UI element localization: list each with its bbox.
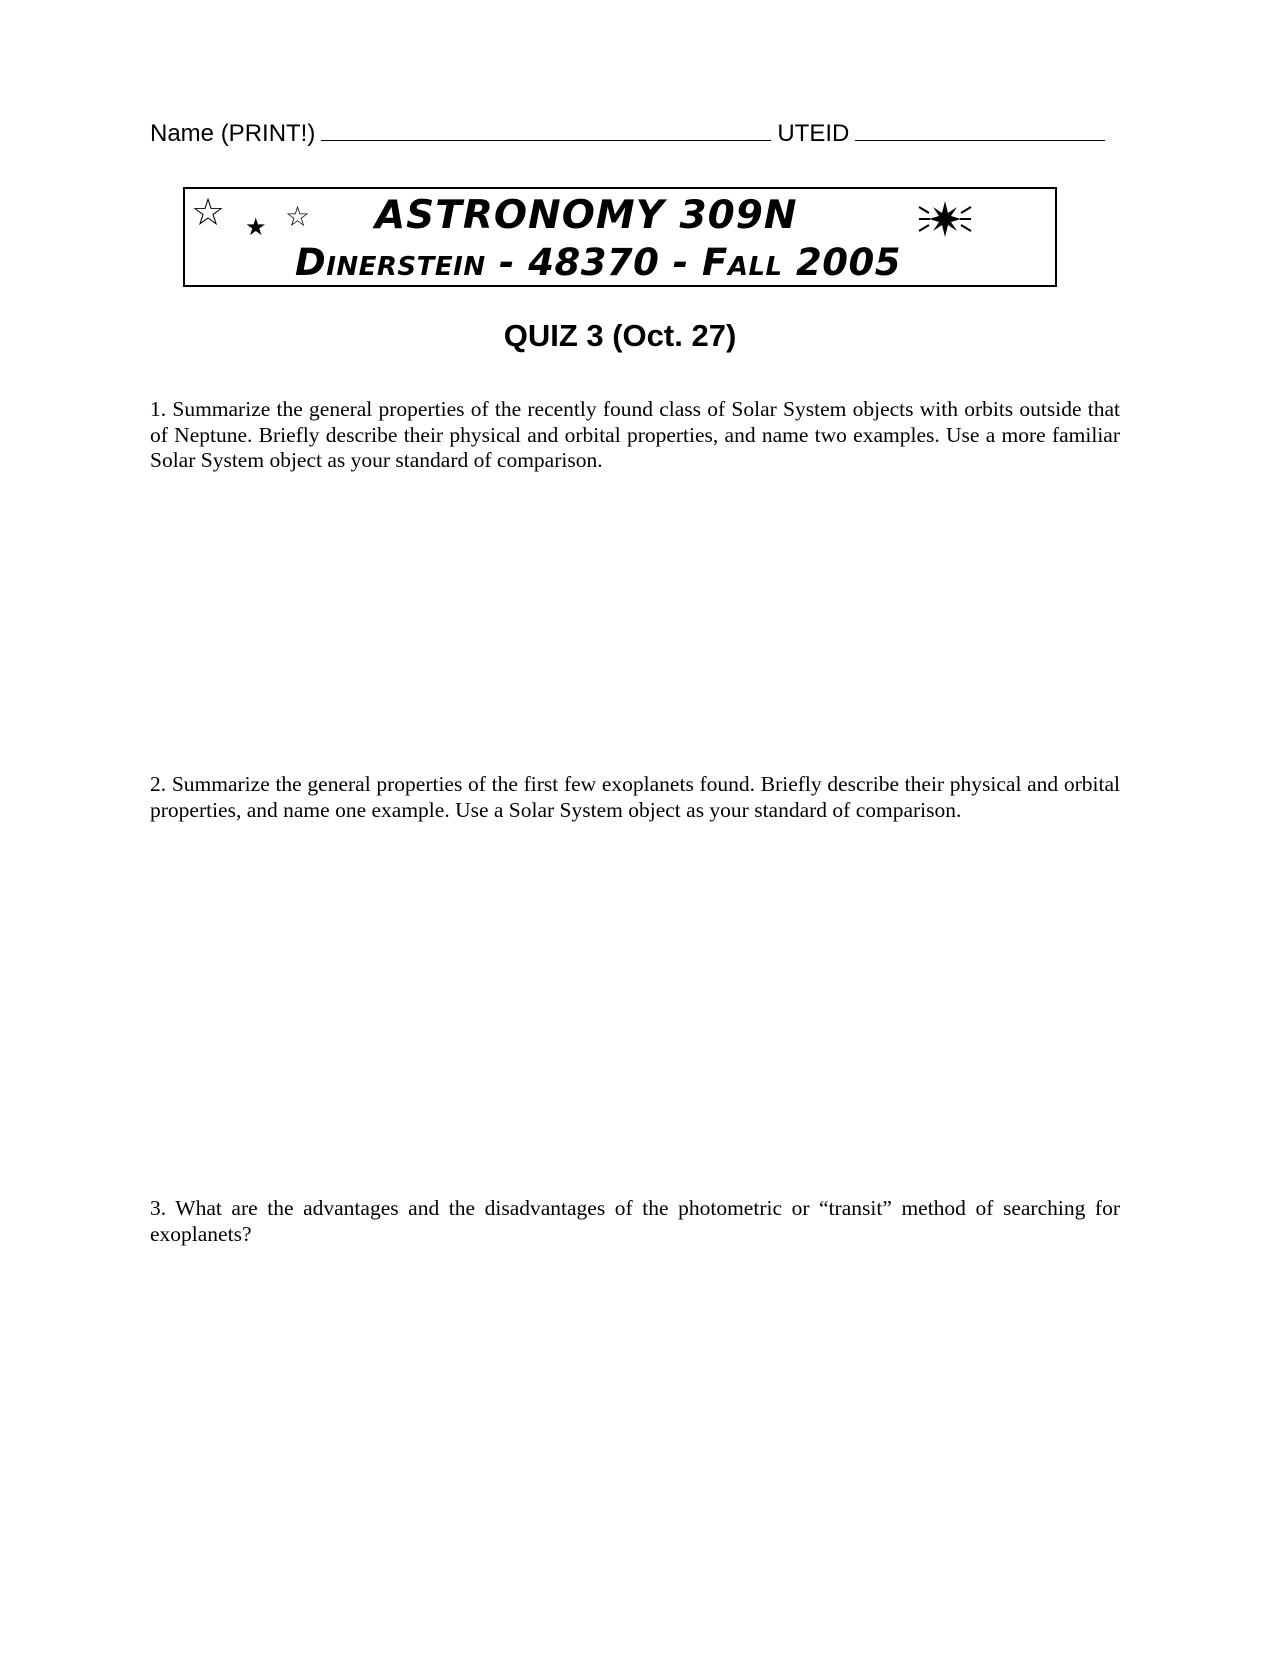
star-outline-icon: ☆ <box>285 200 311 233</box>
uteid-label: UTEID <box>777 120 850 147</box>
star-solid-icon: ★ <box>245 213 267 241</box>
quiz-title: QUIZ 3 (Oct. 27) <box>503 318 737 353</box>
question-1: 1. Summarize the general properties of the recently found class of Solar System objects with orbits outside that of Neptune. Briefly describe their physical and orbital properties, and name two examples. Use a more familiar Solar System object as your standard of comparison. <box>150 397 1120 472</box>
star-outline-icon: ☆ <box>191 190 226 234</box>
course-subtitle: Dinerstein - 48370 - Fall 2005 <box>295 241 901 284</box>
name-uteid-line <box>150 118 1110 150</box>
name-blank-line <box>321 118 771 141</box>
name-label: Name (PRINT!) <box>150 120 316 147</box>
starburst-icon <box>915 197 975 241</box>
question-3: 3. What are the advantages and the disadvantages of the photometric or “transit” method of searching for exoplanets? <box>150 1196 1120 1246</box>
course-title-box <box>183 187 1057 287</box>
uteid-blank-line <box>855 118 1105 141</box>
question-2: 2. Summarize the general properties of the first few exoplanets found. Briefly describe their physical and orbital properties, and name one example. Use a Solar System object as your standard of comparison. <box>150 772 1120 822</box>
course-title: ASTRONOMY 309N <box>375 193 798 238</box>
